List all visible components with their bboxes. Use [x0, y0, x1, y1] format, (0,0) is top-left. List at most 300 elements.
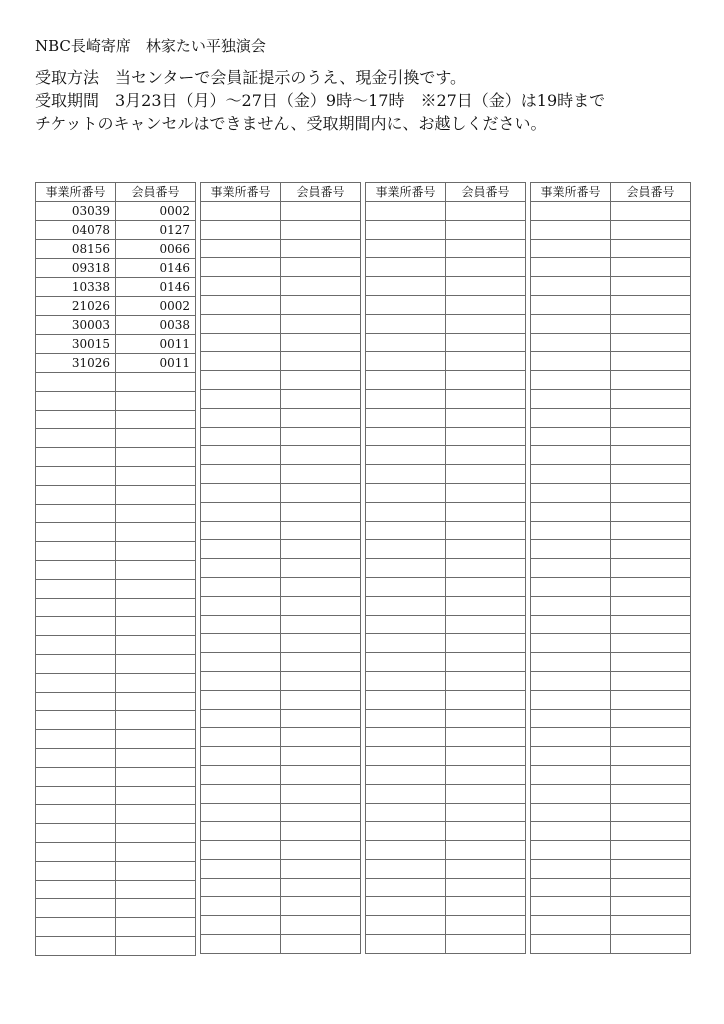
table-row	[36, 730, 196, 749]
member-number-cell	[611, 483, 691, 502]
member-number-cell	[281, 803, 361, 822]
member-number-cell	[281, 935, 361, 954]
office-number-cell: 30015	[36, 335, 116, 354]
office-number-cell	[366, 446, 446, 465]
office-number-cell	[36, 410, 116, 429]
office-number-cell: 03039	[36, 202, 116, 221]
member-number-cell: 0038	[116, 316, 196, 335]
table-row	[366, 671, 526, 690]
member-number-cell	[446, 653, 526, 672]
member-number-cell	[611, 765, 691, 784]
table-row	[366, 935, 526, 954]
office-number-cell	[531, 239, 611, 258]
office-number-cell	[366, 803, 446, 822]
office-number-cell	[36, 880, 116, 899]
member-number-cell	[446, 935, 526, 954]
table-header-row	[366, 183, 526, 202]
member-number-cell	[611, 239, 691, 258]
member-number-cell	[281, 897, 361, 916]
table-row	[531, 747, 691, 766]
office-number-cell: 30003	[36, 316, 116, 335]
office-number-cell	[531, 803, 611, 822]
member-number-cell	[281, 596, 361, 615]
office-number-cell	[36, 767, 116, 786]
office-number-cell: 08156	[36, 240, 116, 259]
office-number-cell	[531, 371, 611, 390]
table-row	[366, 465, 526, 484]
office-number-cell	[201, 371, 281, 390]
member-number-header: 会員番号	[446, 183, 526, 202]
table-row	[531, 709, 691, 728]
office-number-cell	[531, 540, 611, 559]
office-number-cell	[201, 239, 281, 258]
office-number-cell	[531, 747, 611, 766]
table-row	[201, 897, 361, 916]
pickup-method-line: 受取方法 当センターで会員証提示のうえ、現金引換です。	[35, 68, 467, 87]
office-number-cell	[36, 391, 116, 410]
member-number-cell	[281, 521, 361, 540]
office-number-cell	[366, 690, 446, 709]
office-number-cell	[366, 502, 446, 521]
member-number-cell	[446, 239, 526, 258]
table-row	[201, 314, 361, 333]
office-number-cell	[36, 542, 116, 561]
member-number-cell	[281, 277, 361, 296]
member-number-cell	[281, 502, 361, 521]
table-row	[366, 653, 526, 672]
office-number-cell	[531, 916, 611, 935]
office-number-cell	[36, 899, 116, 918]
office-number-cell	[36, 786, 116, 805]
office-number-cell	[201, 878, 281, 897]
table-row	[36, 654, 196, 673]
office-number-cell	[201, 446, 281, 465]
member-number-cell	[116, 918, 196, 937]
pickup-notice	[35, 66, 605, 135]
table-row	[201, 728, 361, 747]
office-number-cell	[531, 897, 611, 916]
table-row	[36, 466, 196, 485]
office-number-cell	[531, 709, 611, 728]
member-number-cell	[281, 728, 361, 747]
office-number-cell	[531, 841, 611, 860]
office-number-cell	[366, 671, 446, 690]
office-number-cell	[36, 654, 116, 673]
member-number-cell	[116, 485, 196, 504]
table-row	[36, 617, 196, 636]
table-row	[531, 916, 691, 935]
office-number-cell	[366, 295, 446, 314]
member-number-header: 会員番号	[281, 183, 361, 202]
office-number-cell	[531, 634, 611, 653]
office-number-cell	[36, 560, 116, 579]
member-number-cell	[281, 634, 361, 653]
table-row	[531, 690, 691, 709]
table-row	[201, 220, 361, 239]
office-number-cell	[531, 333, 611, 352]
table-row	[201, 765, 361, 784]
member-number-cell	[611, 841, 691, 860]
office-number-cell	[36, 579, 116, 598]
office-number-cell	[201, 653, 281, 672]
office-number-cell	[36, 936, 116, 955]
member-number-cell	[446, 577, 526, 596]
office-number-cell	[201, 935, 281, 954]
member-number-cell	[611, 446, 691, 465]
member-number-cell	[116, 579, 196, 598]
cancellation-notice-line: チケットのキャンセルはできません、受取期間内に、お越しください。	[35, 114, 547, 133]
table-row	[531, 803, 691, 822]
table-row	[366, 765, 526, 784]
member-number-cell	[281, 408, 361, 427]
member-number-cell	[611, 277, 691, 296]
member-number-cell	[446, 220, 526, 239]
office-number-cell	[531, 295, 611, 314]
office-number-cell	[201, 897, 281, 916]
member-number-cell: 0066	[116, 240, 196, 259]
office-number-cell	[531, 220, 611, 239]
table-row	[366, 596, 526, 615]
office-number-cell	[366, 916, 446, 935]
office-number-cell	[201, 671, 281, 690]
member-number-cell	[116, 824, 196, 843]
table-row	[201, 615, 361, 634]
office-number-cell	[531, 728, 611, 747]
member-number-cell	[611, 314, 691, 333]
member-number-cell	[116, 861, 196, 880]
member-number-cell	[611, 897, 691, 916]
office-number-cell	[366, 540, 446, 559]
table-row	[201, 747, 361, 766]
table-row	[531, 671, 691, 690]
table-row	[201, 841, 361, 860]
member-number-cell	[116, 748, 196, 767]
member-number-cell	[446, 728, 526, 747]
office-number-cell	[36, 842, 116, 861]
office-number-cell	[201, 483, 281, 502]
member-number-cell	[281, 483, 361, 502]
member-number-cell	[281, 841, 361, 860]
table-row	[36, 786, 196, 805]
office-number-cell	[366, 765, 446, 784]
table-row	[531, 427, 691, 446]
office-number-cell	[201, 709, 281, 728]
member-number-cell	[281, 220, 361, 239]
member-number-cell	[611, 559, 691, 578]
office-number-cell	[36, 523, 116, 542]
office-number-cell	[366, 258, 446, 277]
table-row	[201, 352, 361, 371]
member-number-cell	[611, 822, 691, 841]
office-number-cell	[36, 711, 116, 730]
office-number-cell	[531, 408, 611, 427]
table-row	[36, 748, 196, 767]
table-row	[366, 540, 526, 559]
office-number-cell	[531, 559, 611, 578]
table-row	[531, 841, 691, 860]
table-row	[201, 258, 361, 277]
table-row	[36, 429, 196, 448]
office-number-cell: 09318	[36, 259, 116, 278]
table-row	[531, 314, 691, 333]
table-row	[366, 916, 526, 935]
member-number-cell	[611, 333, 691, 352]
member-number-cell	[281, 765, 361, 784]
table-row	[531, 859, 691, 878]
office-number-cell	[201, 747, 281, 766]
table-row	[366, 295, 526, 314]
member-number-cell	[281, 427, 361, 446]
table-row	[36, 805, 196, 824]
table-row	[531, 559, 691, 578]
office-number-header: 事業所番号	[366, 183, 446, 202]
office-number-cell	[36, 692, 116, 711]
member-number-cell	[611, 878, 691, 897]
table-header-row	[36, 183, 196, 202]
member-number-cell	[611, 577, 691, 596]
office-number-cell	[201, 258, 281, 277]
member-number-cell	[611, 202, 691, 221]
table-row	[201, 389, 361, 408]
page-title: NBC長崎寄席 林家たい平独演会	[35, 37, 266, 55]
office-number-cell	[366, 841, 446, 860]
office-number-cell	[366, 352, 446, 371]
office-number-cell	[36, 617, 116, 636]
member-number-cell	[611, 653, 691, 672]
member-number-cell	[446, 295, 526, 314]
table-row	[366, 634, 526, 653]
table-row	[36, 373, 196, 392]
office-number-cell	[36, 918, 116, 937]
member-number-cell	[446, 709, 526, 728]
member-number-cell	[446, 841, 526, 860]
table-row	[36, 221, 196, 240]
member-number-cell	[446, 521, 526, 540]
office-number-header: 事業所番号	[36, 183, 116, 202]
member-number-cell	[116, 429, 196, 448]
table-row	[36, 673, 196, 692]
member-number-cell	[281, 671, 361, 690]
member-number-cell	[116, 654, 196, 673]
member-number-cell	[281, 239, 361, 258]
office-number-cell	[531, 389, 611, 408]
table-row	[366, 352, 526, 371]
member-number-cell	[281, 352, 361, 371]
office-number-cell	[531, 446, 611, 465]
member-number-cell	[116, 617, 196, 636]
table-row	[366, 389, 526, 408]
table-row	[531, 615, 691, 634]
table-row	[36, 767, 196, 786]
table-row	[531, 878, 691, 897]
member-number-cell	[611, 935, 691, 954]
member-table-4	[530, 182, 691, 954]
member-number-cell	[446, 615, 526, 634]
table-row	[201, 709, 361, 728]
table-row	[201, 295, 361, 314]
office-number-cell	[201, 465, 281, 484]
table-row	[201, 690, 361, 709]
table-row	[531, 202, 691, 221]
table-row	[201, 803, 361, 822]
table-row	[36, 560, 196, 579]
office-number-cell	[366, 239, 446, 258]
table-row	[531, 935, 691, 954]
office-number-cell	[531, 935, 611, 954]
office-number-cell	[366, 596, 446, 615]
member-number-cell	[281, 389, 361, 408]
table-row	[36, 202, 196, 221]
table-row	[201, 521, 361, 540]
table-row	[36, 335, 196, 354]
table-row	[36, 448, 196, 467]
office-number-cell	[366, 427, 446, 446]
office-number-cell	[366, 653, 446, 672]
member-number-cell	[611, 371, 691, 390]
table-row	[201, 916, 361, 935]
office-number-cell	[201, 408, 281, 427]
office-number-cell	[366, 935, 446, 954]
table-row	[36, 899, 196, 918]
table-row	[366, 502, 526, 521]
office-number-cell	[201, 295, 281, 314]
office-number-cell	[201, 822, 281, 841]
office-number-cell	[36, 673, 116, 692]
table-row	[366, 483, 526, 502]
member-number-cell	[281, 784, 361, 803]
member-number-cell	[281, 577, 361, 596]
table-row	[201, 859, 361, 878]
office-number-cell	[531, 202, 611, 221]
member-number-cell	[116, 448, 196, 467]
office-number-cell	[366, 202, 446, 221]
table-row	[366, 559, 526, 578]
office-number-cell	[531, 822, 611, 841]
member-number-cell	[446, 822, 526, 841]
member-number-cell	[281, 333, 361, 352]
member-number-header: 会員番号	[116, 183, 196, 202]
office-number-cell	[36, 466, 116, 485]
member-number-cell	[611, 634, 691, 653]
office-number-cell	[531, 483, 611, 502]
table-row	[531, 765, 691, 784]
table-row	[36, 880, 196, 899]
member-number-cell	[281, 878, 361, 897]
member-number-cell	[281, 559, 361, 578]
member-number-cell	[281, 709, 361, 728]
member-number-cell	[116, 805, 196, 824]
table-row	[201, 371, 361, 390]
table-header-row	[531, 183, 691, 202]
office-number-cell	[201, 577, 281, 596]
table-row	[201, 935, 361, 954]
office-number-cell	[201, 427, 281, 446]
table-row	[201, 333, 361, 352]
member-number-cell	[116, 523, 196, 542]
office-number-cell	[36, 504, 116, 523]
office-number-cell	[201, 352, 281, 371]
office-number-cell	[531, 465, 611, 484]
member-number-cell	[116, 936, 196, 955]
table-row	[366, 577, 526, 596]
member-number-cell: 0002	[116, 297, 196, 316]
table-row	[531, 389, 691, 408]
table-row	[36, 579, 196, 598]
member-number-cell	[446, 747, 526, 766]
office-number-cell	[366, 333, 446, 352]
member-number-cell	[281, 314, 361, 333]
member-number-cell	[446, 916, 526, 935]
office-number-cell	[36, 485, 116, 504]
office-number-cell	[366, 709, 446, 728]
member-number-cell	[446, 559, 526, 578]
office-number-cell	[201, 314, 281, 333]
table-row	[531, 822, 691, 841]
table-row	[201, 634, 361, 653]
table-row	[201, 822, 361, 841]
member-number-cell	[446, 258, 526, 277]
office-number-cell	[201, 502, 281, 521]
office-number-cell	[531, 596, 611, 615]
member-number-cell	[116, 899, 196, 918]
member-number-cell	[446, 389, 526, 408]
office-number-cell	[366, 314, 446, 333]
table-row	[201, 878, 361, 897]
member-number-cell	[281, 747, 361, 766]
member-number-cell	[611, 408, 691, 427]
office-number-cell	[366, 521, 446, 540]
table-row	[366, 446, 526, 465]
table-row	[36, 391, 196, 410]
office-number-cell	[531, 690, 611, 709]
office-number-cell	[36, 748, 116, 767]
office-number-cell	[531, 653, 611, 672]
member-number-cell	[446, 446, 526, 465]
member-number-cell	[446, 333, 526, 352]
table-row	[366, 277, 526, 296]
table-row	[201, 596, 361, 615]
office-number-cell	[531, 878, 611, 897]
member-number-cell: 0002	[116, 202, 196, 221]
office-number-cell	[531, 521, 611, 540]
office-number-cell	[366, 220, 446, 239]
office-number-cell	[531, 765, 611, 784]
office-number-cell	[366, 634, 446, 653]
member-number-cell	[116, 560, 196, 579]
table-row	[201, 408, 361, 427]
office-number-cell	[36, 730, 116, 749]
office-number-cell	[201, 634, 281, 653]
table-row	[201, 483, 361, 502]
table-row	[531, 502, 691, 521]
member-table-2	[200, 182, 361, 954]
table-row	[366, 371, 526, 390]
office-number-cell	[36, 824, 116, 843]
member-number-cell	[611, 521, 691, 540]
member-number-cell	[446, 408, 526, 427]
table-row	[531, 352, 691, 371]
office-number-cell	[366, 859, 446, 878]
member-number-cell	[446, 352, 526, 371]
table-row	[531, 540, 691, 559]
member-number-cell	[611, 295, 691, 314]
table-row	[531, 333, 691, 352]
office-number-cell	[201, 333, 281, 352]
member-number-cell	[611, 690, 691, 709]
table-row	[36, 711, 196, 730]
table-row	[531, 258, 691, 277]
member-number-cell	[611, 352, 691, 371]
